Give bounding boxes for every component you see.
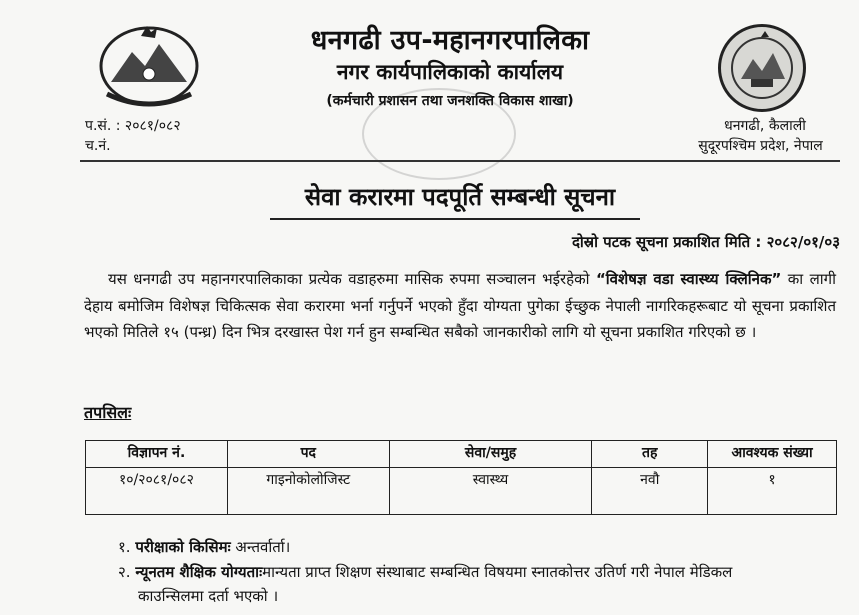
municipality-name: धनगढी उप-महानगरपालिका — [310, 25, 590, 56]
notice-title: सेवा करारमा पदपूर्ति सम्बन्धी सूचना — [304, 183, 616, 211]
clinic-name: “विशेषज्ञ वडा स्वास्थ्य क्लिनिक” — [595, 270, 782, 288]
vacancy-table — [85, 440, 837, 515]
notice-body — [84, 266, 836, 346]
list-item-text: मान्यता प्राप्त शिक्षण संस्थाबाट सम्बन्धित विषयमा स्नातकोत्तर उतिर्ण गरी नेपाल मेडिकल — [262, 563, 733, 581]
column-header: पद — [227, 441, 389, 468]
details-heading: तपसिलः — [84, 403, 132, 422]
list-item-label: परीक्षाको किसिमः — [135, 538, 231, 556]
table-cell: नवौ — [592, 468, 708, 515]
table-cell: गाइनोकोलोजिस्ट — [227, 468, 389, 515]
column-header: विज्ञापन नं. — [86, 441, 228, 468]
municipality-seal-icon — [721, 27, 803, 109]
table-header-row — [86, 441, 837, 468]
publish-date: दोस्रो पटक सूचना प्रकाशित मिति : २०८२/०१/०३ — [571, 233, 840, 251]
office-name: नगर कार्यपालिकाको कार्यालय — [336, 60, 564, 84]
header-divider — [80, 160, 840, 162]
list-item-number: २. — [118, 563, 131, 581]
table-row — [86, 468, 837, 515]
address-line-1: धनगढी, कैलाली — [724, 118, 806, 134]
list-item-label: न्यूनतम शैक्षिक योग्यताः — [135, 563, 263, 581]
dispatch-number: च.नं. — [85, 138, 111, 154]
list-item-text-cont: काउन्सिलमा दर्ता भएको । — [138, 587, 279, 605]
table-cell: स्वास्थ्य — [389, 468, 592, 515]
list-item-number: १. — [118, 538, 131, 556]
column-header: आवश्यक संख्या — [708, 441, 837, 468]
office-stamp — [362, 88, 516, 180]
table-cell: १०/२०८१/०८२ — [86, 468, 228, 515]
municipality-logo — [718, 24, 806, 112]
list-item — [118, 560, 838, 608]
notice-body-text-cont: का लागी देहाय बमोजिम विशेषज्ञ चिकित्सक सेवा करारमा भर्ना गर्नुपर्ने भएको हुँदा योग्यता पुगेका ईच्छुक नेपाली नागरिकहरूबाट यो सूचना प्रकाशित भएको मितिले १५ (पन्ध्र) दिन भित्र दरखास्त पेश गर्न हुन सम्बन्धित सबैको जानकारीको लागि यो सूचना प्रकाशित गरिएको छ । — [84, 270, 837, 341]
branch-name: (कर्मचारी प्रशासन तथा जनशक्ति विकास शाखा) — [326, 93, 574, 109]
column-header: तह — [592, 441, 708, 468]
list-item — [118, 535, 290, 559]
reference-number: प.सं. : २०८१/०८२ — [85, 118, 181, 134]
table-cell: १ — [708, 468, 837, 515]
notice-body-text: यस धनगढी उप महानगरपालिकाका प्रत्येक वडाहरुमा मासिक रुपमा सञ्चालन भईरहेको — [108, 270, 596, 288]
column-header: सेवा/समुह — [389, 441, 592, 468]
title-underline — [270, 218, 640, 220]
nepal-emblem-icon — [97, 22, 201, 110]
list-item-text: अन्तर्वार्ता। — [230, 538, 291, 556]
address-line-2: सुदूरपश्चिम प्रदेश, नेपाल — [698, 138, 823, 154]
